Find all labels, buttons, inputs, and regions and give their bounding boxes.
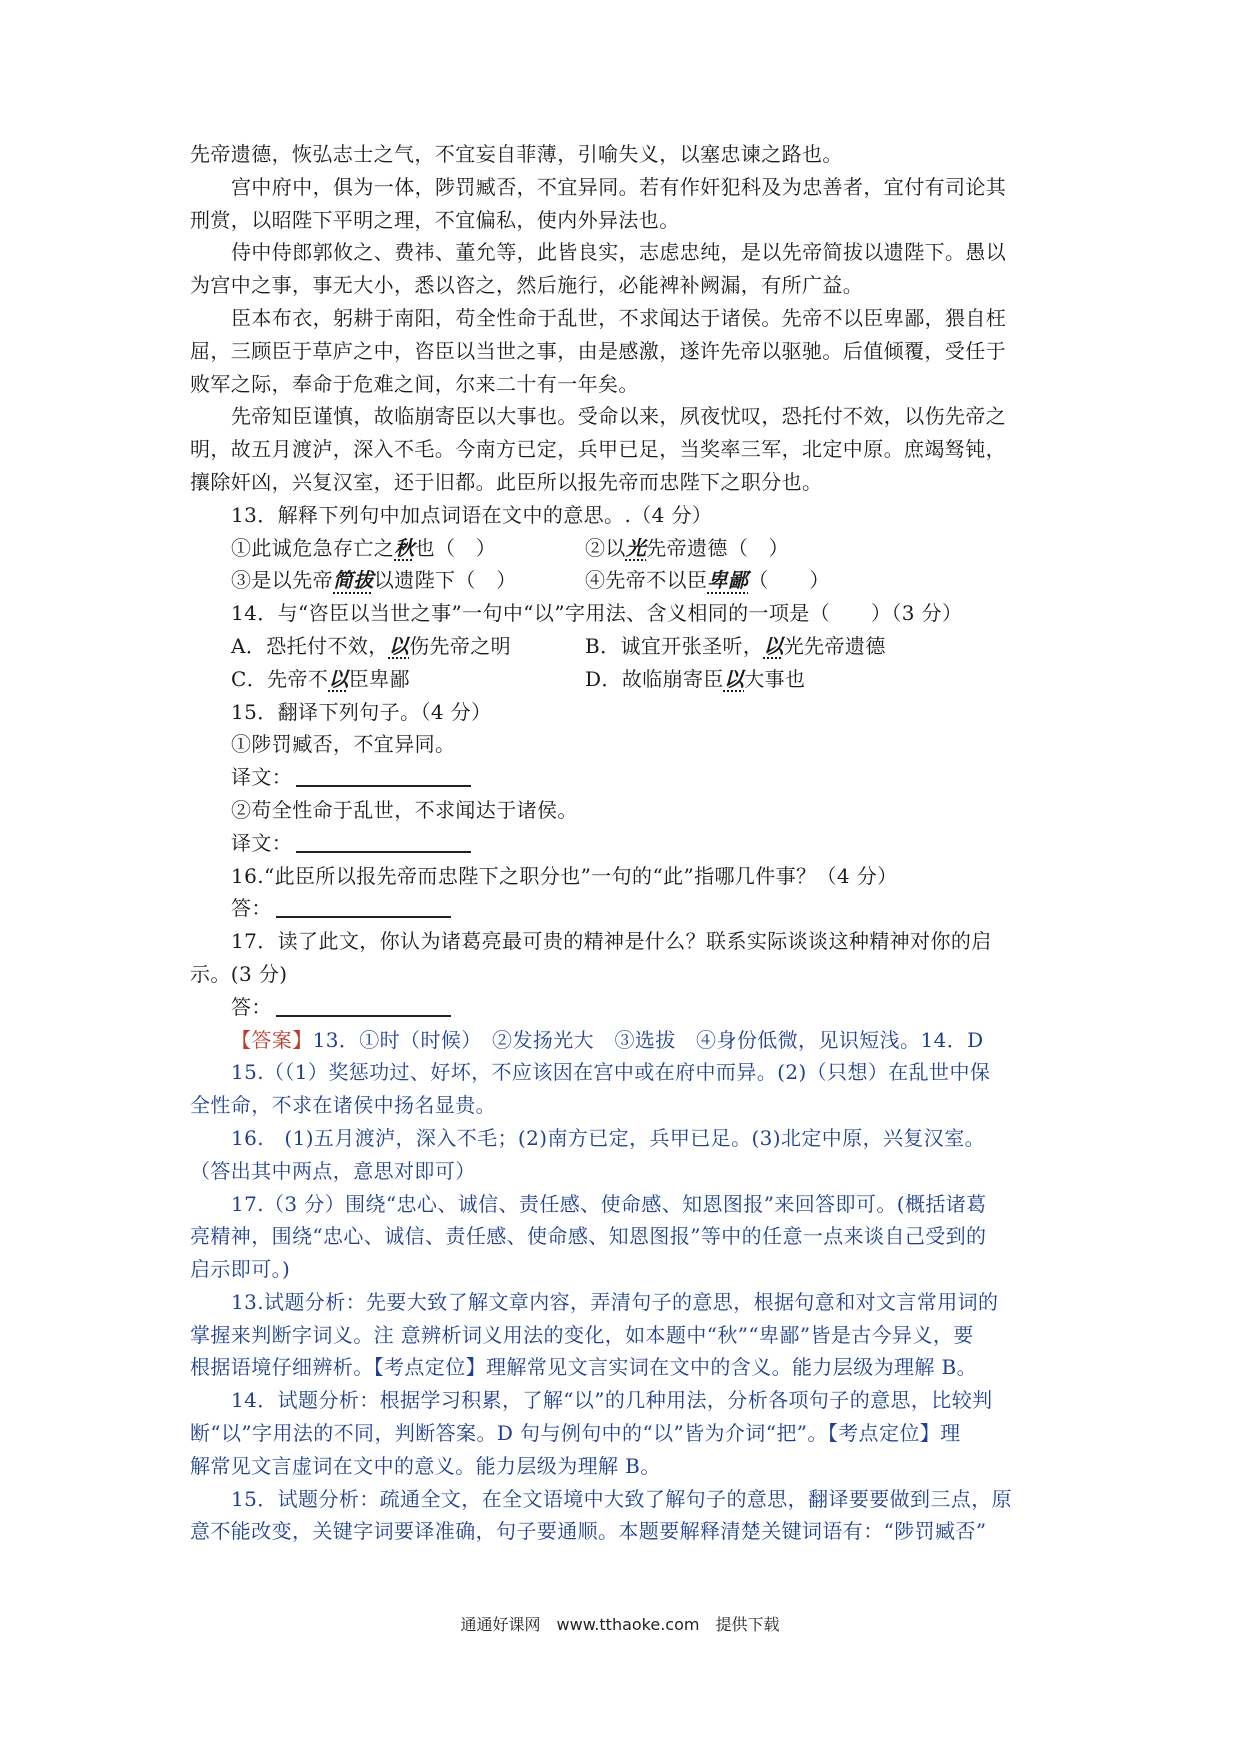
q13-item-4: ④先帝不以臣卑鄙（ ） (585, 568, 830, 593)
answer-line: 【答案】13．①时（时候） ②发扬光大 ③选拔 ④身份低微，见识短浅。14．D (231, 1027, 984, 1052)
answer-line: （答出其中两点，意思对即可） (190, 1158, 476, 1183)
analysis-line: 14．试题分析：根据学习积累，了解“以”的几种用法，分析各项句子的意思，比较判 (231, 1388, 993, 1413)
analysis-line: 15．试题分析：疏通全文，在全文语境中大致了解句子的意思，翻译要要做到三点，原 (231, 1486, 1013, 1511)
dotted-word: 简拔 (333, 568, 374, 593)
passage-line: 臣本布衣，躬耕于南阳，苟全性命于乱世，不求闻达于诸侯。先帝不以臣卑鄙，猥自枉 (231, 305, 1007, 330)
analysis-line: 意不能改变，关键字词要译准确，句子要通顺。本题要解释清楚关键词语有：“陟罚臧否” (190, 1519, 987, 1544)
passage-line: 为宫中之事，事无大小，悉以咨之，然后施行，必能裨补阙漏，有所广益。 (190, 273, 864, 298)
answer-blank[interactable] (276, 894, 451, 918)
question-14-options-row (190, 630, 1064, 663)
question-13-stem: 13．解释下列句中加点词语在文中的意思。.（4 分） (231, 502, 713, 527)
answer-line: 全性命，不求在诸侯中扬名显贵。 (190, 1093, 496, 1118)
dotted-word: 光 (625, 535, 647, 560)
analysis-line: 掌握来判断字词义。注 意辨析词义用法的变化，如本题中“秋”“卑鄙”皆是古今异义，要 (190, 1322, 974, 1347)
answer-tag: 【答案】 (231, 1027, 313, 1052)
passage-line: 败军之际，奉命于危难之间，尔来二十有一年矣。 (190, 371, 639, 396)
page-footer: 通通好课网 www.tthaoke.com 提供下载 (460, 1615, 780, 1634)
passage-line: 攘除奸凶，兴复汉室，还于旧都。此臣所以报先帝而忠陛下之职分也。 (190, 469, 823, 494)
q16-answer: 答： (190, 892, 1064, 925)
q13-item-1: ①此诚危急存亡之秋也（ ） (231, 535, 497, 560)
passage-line: 明，故五月渡泸，深入不毛。今南方已定，兵甲已足，当奖率三军，北定中原。庶竭驽钝， (190, 437, 1006, 462)
dotted-word: 以 (763, 633, 784, 658)
dotted-word: 以 (388, 633, 410, 658)
answer-line: 16. (1)五月渡泸，深入不毛；(2)南方已定，兵甲已足。(3)北定中原，兴复汉室。 (231, 1125, 985, 1150)
passage-line: 先帝知臣谨慎，故临崩寄臣以大事也。受命以来，夙夜忧叹，恐托付不效，以伤先帝之 (231, 404, 1007, 429)
analysis-line: 13.试题分析：先要大致了解文章内容，弄清句子的意思，根据句意和对文言常用词的 (231, 1289, 999, 1314)
passage-line: 屈，三顾臣于草庐之中，咨臣以当世之事，由是感激，遂许先帝以驱驰。后值倾覆，受任于 (190, 338, 1006, 363)
answer-blank[interactable] (276, 993, 451, 1017)
passage-line: 先帝遗德，恢弘志士之气，不宜妄自菲薄，引喻失义，以塞忠谏之路也。 (190, 142, 843, 166)
q15-sentence-2: ②苟全性命于乱世，不求闻达于诸侯。 (231, 797, 578, 822)
q15-translation-1: 译文： (190, 761, 1064, 794)
answer-blank[interactable] (296, 763, 471, 787)
question-15-stem: 15．翻译下列句子。（4 分） (231, 699, 492, 724)
dotted-word: 秋 (394, 535, 415, 560)
answer-blank[interactable] (296, 829, 471, 853)
question-16-stem: 16.“此臣所以报先帝而忠陛下之职分也”一句的“此”指哪几件事？（4 分） (231, 863, 898, 888)
answer-line: 启示即可。) (190, 1257, 291, 1282)
q14-option-b: B．诚宜开张圣听，以光先帝遗德 (585, 633, 886, 658)
dotted-word: 卑鄙 (707, 568, 749, 593)
passage-line: 侍中侍郎郭攸之、费祎、董允等，此皆良实，志虑忠纯，是以先帝简拔以遗陛下。愚以 (231, 240, 1007, 265)
question-13-options-row (190, 532, 1064, 565)
document-body (190, 138, 1064, 1548)
question-17-stem: 17．读了此文，你认为诸葛亮最可贵的精神是什么？联系实际谈谈这种精神对你的启 (231, 929, 992, 954)
answer-line: 15.（（1）奖惩功过、好坏，不应该因在宫中或在府中而异。(2)（只想）在乱世中保 (231, 1060, 991, 1085)
question-14-options-row (190, 663, 1064, 696)
passage-line: 刑赏，以昭陛下平明之理，不宜偏私，使内外异法也。 (190, 207, 680, 232)
passage-line: 宫中府中，俱为一体，陟罚臧否，不宜异同。若有作奸犯科及为忠善者，宜付有司论其 (231, 174, 1007, 199)
q17-answer: 答： (190, 991, 1064, 1024)
question-14-stem: 14．与“咨臣以当世之事”一句中“以”字用法、含义相同的一项是（ ）（3 分） (231, 601, 963, 626)
answer-line: 亮精神，围绕“忠心、诚信、责任感、使命感、知恩图报”等中的任意一点来谈自己受到的 (190, 1224, 987, 1249)
analysis-line: 根据语境仔细辨析。【考点定位】理解常见文言实词在文中的含义。能力层级为理解 B。 (190, 1355, 978, 1380)
dotted-word: 以 (723, 666, 745, 691)
q14-option-a: A．恐托付不效，以伤先帝之明 (231, 633, 512, 658)
answer-line: 17.（3 分）围绕“忠心、诚信、责任感、使命感、知恩图报”来回答即可。(概括诸葛 (231, 1191, 987, 1216)
q15-translation-2: 译文： (190, 827, 1064, 860)
dotted-word: 以 (328, 666, 349, 691)
q15-sentence-1: ①陟罚臧否，不宜异同。 (231, 732, 456, 757)
analysis-line: 解常见文言虚词在文中的意义。能力层级为理解 B。 (190, 1453, 661, 1478)
q13-item-2: ②以光先帝遗德（ ） (585, 535, 790, 560)
q13-item-3: ③是以先帝简拔以遗陛下（ ） (231, 568, 517, 593)
q14-option-d: D．故临崩寄臣以大事也 (585, 666, 806, 691)
question-17-stem-cont: 示。(3 分) (190, 961, 288, 986)
analysis-line: 断“以”字用法的不同，判断答案。D 句与例句中的“以”皆为介词“把”。【考点定位】理 (190, 1421, 961, 1446)
q14-option-c: C．先帝不以臣卑鄙 (231, 666, 410, 691)
question-13-options-row (190, 564, 1064, 597)
